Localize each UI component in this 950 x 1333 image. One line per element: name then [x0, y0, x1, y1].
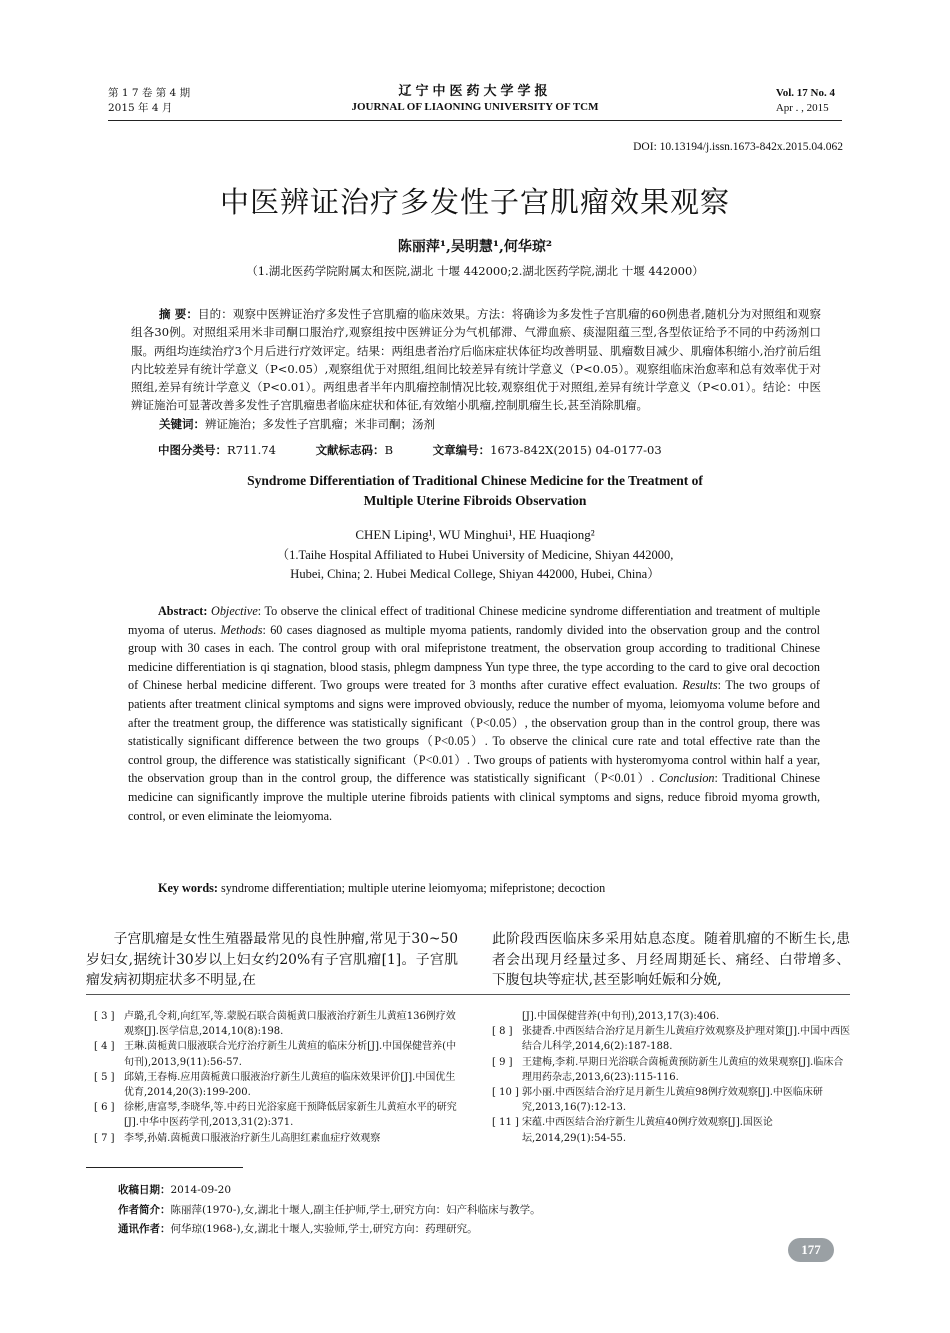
reference-item — [94, 1070, 464, 1100]
reference-num: [ 6 ] — [94, 1102, 115, 1114]
header-journal — [300, 84, 650, 115]
footnote-rule — [86, 1167, 243, 1168]
authors: 陈丽萍¹,吴明慧¹,何华琼² — [397, 239, 553, 255]
reference-item — [492, 1009, 852, 1024]
article-no-label: 文章编号： — [432, 443, 491, 457]
abstract-en — [128, 602, 820, 825]
header-volume-issue: 第 1 7 卷 第 4 期 — [108, 87, 191, 99]
footnote — [118, 1181, 541, 1240]
conclusion-text: : Traditional Chinese medicine can significantly improve the multiple uterine fibroids patients with clinical symptoms and signs, reduce fibroid myoma growth, control, or even eliminate the leiomyoma. — [128, 771, 821, 823]
reference-text: 卢璐,孔令莉,向红军,等.蒙脱石联合茵栀黄口服液治疗新生儿黄疸136例疗效观察[J].医学信息,2014,10(8):198. — [124, 1011, 456, 1038]
english-affil-line1: （1.Taihe Hospital Affiliated to Hubei University of Medicine, Shiyan 442000, — [276, 548, 674, 562]
doc-code-value: B — [384, 443, 394, 457]
reference-item — [94, 1039, 464, 1069]
reference-num: [ 10 ] — [492, 1087, 519, 1099]
objective-label: Objective — [211, 604, 258, 618]
reference-text: 邱婧,王春梅.应用茵栀黄口服液治疗新生儿黄疸的临床效果评价[J].中国优生优育,2014,20(3):199-200. — [124, 1071, 456, 1099]
english-title-text: Syndrome Differentiation of Traditional Chinese Medicine for the Treatment of Multiple Uterine Fibroids Observation — [247, 473, 703, 508]
corresponding-author: 何华琼(1968-),女,湖北十堰人,实验师,学士,研究方向：药理研究。 — [170, 1223, 478, 1235]
reference-item — [492, 1115, 852, 1145]
header-date: 2015 年 4 月 — [108, 102, 173, 114]
english-title — [0, 471, 950, 511]
methods-label: Methods — [220, 622, 263, 637]
reference-text: 宋蕴.中西医结合治疗新生儿黄疸40例疗效观察[J].国医论坛,2014,29(1):54-55. — [522, 1117, 773, 1144]
references-left — [94, 1009, 464, 1146]
page-number: 177 — [788, 1238, 834, 1262]
english-affiliations — [0, 546, 950, 584]
reference-num: [ 9 ] — [492, 1056, 513, 1068]
reference-text: 王琳.茵栀黄口服液联合光疗治疗新生儿黄疸的临床分析[J].中国保健营养(中旬刊),2013,9(11):56-57. — [124, 1041, 457, 1068]
journal-name-cn: 辽宁中医药大学学报 — [398, 84, 552, 99]
corresponding-line — [118, 1220, 541, 1240]
header-month: Apr . , 2015 — [775, 102, 829, 114]
abstract-cn — [131, 305, 821, 433]
header-vol — [776, 86, 835, 116]
reference-num: [ 7 ] — [94, 1132, 115, 1144]
keywords-en — [158, 881, 605, 896]
reference-num: [ 8 ] — [492, 1026, 513, 1038]
article-title: 中医辨证治疗多发性子宫肌瘤效果观察 — [219, 185, 730, 219]
reference-item — [492, 1055, 852, 1085]
reference-text: 王建梅,李莉.早期日光浴联合茵栀黄预防新生儿黄疸的效果观察[J].临床合理用药杂志,2013,6(23):115-116. — [522, 1056, 844, 1083]
author-bio-line — [118, 1201, 541, 1221]
received-date: 2014-09-20 — [170, 1184, 232, 1196]
reference-num: [ 11 ] — [492, 1117, 519, 1129]
conclusion-label: Conclusion — [659, 771, 715, 786]
author-bio-label: 作者简介： — [118, 1203, 171, 1216]
doi: DOI: 10.13194/j.issn.1673-842x.2015.04.062 — [633, 141, 843, 153]
references-rule — [86, 994, 850, 995]
reference-text: 张捷香.中西医结合治疗足月新生儿黄疸疗效观察及护理对策[J].中国中西医结合儿科学,2014,6(2):187-188. — [522, 1026, 851, 1053]
keywords-en-text: syndrome differentiation; multiple uterine leiomyoma; mifepristone; decoction — [220, 881, 606, 895]
results-label: Results — [682, 678, 718, 693]
reference-text: 徐彬,唐富琴,李晓华,等.中药日光浴家庭干预降低居家新生儿黄疸水平的研究[J].中华中医药学刊,2013,31(2):371. — [124, 1102, 457, 1129]
keywords-cn: 辨证施治；多发性子宫肌瘤；米非司酮；汤剂 — [205, 416, 435, 431]
results-text: : The two groups of patients after treatment clinical symptoms and signs were improved obviously, reduce the number of myoma, leiomyoma volume before and after the treatment group, the difference was statistically significant（P<0.05）, the observation group than in the control group, there was statistically significant difference between the two groups（P<0.05）. To observe the clinical cure rate and total effective rate than the control group, the difference was statistically significant（P<0.01）. Two groups of patients with hysteromyoma control within half a year, the observation group than in the control group, the difference was statistically significant（P<0.01）. — [128, 678, 820, 786]
abstract-en-label: Abstract: — [158, 604, 208, 618]
classification-row — [158, 442, 698, 458]
abstract-cn-label: 摘 要： — [159, 307, 199, 321]
received-label: 收稿日期： — [118, 1184, 171, 1196]
author-bio: 陈丽萍(1970-),女,湖北十堰人,副主任护师,学士,研究方向：妇产科临床与教学。 — [170, 1203, 541, 1216]
header-vol-no: Vol. 17 No. 4 — [775, 87, 835, 99]
keywords-en-label: Key words: — [158, 881, 218, 895]
english-authors: CHEN Liping¹, WU Minghui¹, HE Huaqiong² — [355, 527, 595, 542]
journal-name-en: JOURNAL OF LIAONING UNIVERSITY OF TCM — [351, 101, 599, 113]
corresponding-label: 通讯作者： — [118, 1223, 171, 1235]
reference-num: [ 5 ] — [94, 1071, 115, 1083]
reference-item — [492, 1024, 852, 1054]
body-column-2: 此阶段西医临床多采用姑息态度。随着肌瘤的不断生长,患者会出现月经量过多、月经周期延长、痛经、白带增多、下腹包块等症状,甚至影响妊娠和分娩, — [492, 931, 850, 988]
reference-text: 郭小丽.中西医结合治疗足月新生儿黄疸98例疗效观察[J].中医临床研究,2013,16(7):12-13. — [522, 1087, 823, 1114]
clc-label: 中图分类号： — [158, 443, 227, 457]
reference-text: 李琴,孙婧.茵栀黄口服液治疗新生儿高胆红素血症疗效观察 — [124, 1132, 381, 1144]
reference-text: [J].中国保健营养(中旬刊),2013,17(3):406. — [522, 1011, 720, 1022]
objective-text: : To observe the clinical effect of traditional Chinese medicine syndrome differentiation and treatment of multiple myoma of uterus. — [128, 604, 820, 637]
reference-num: [ 3 ] — [94, 1011, 115, 1022]
reference-item — [94, 1131, 464, 1146]
article-no-value: 1673-842X(2015) 04-0177-03 — [490, 443, 662, 457]
reference-item — [492, 1085, 852, 1115]
methods-text: : 60 cases diagnosed as multiple myoma patients, randomly divided into the observation group and the control group with 30 cases in each. The control group with oral mifepristone treatment, the observation group according to traditional Chinese medicine differentiation is qi stagnation, blood stasis, phlegm dampness Yun type three, the type according to the card to give oral decoction of Chinese herbal medicine different. Two groups were treated for 3 months after curative effect evaluation. — [128, 622, 821, 693]
abstract-cn-text: 目的：观察中医辨证治疗多发性子宫肌瘤的临床效果。方法：将确诊为多发性子宫肌瘤的60例患者,随机分为对照组和观察组各30例。对照组采用米非司酮口服治疗,观察组按中医辨证分为气机郁滞、气滞血瘀、痰湿阻蕴三型,各型依证给予不同的中药汤剂口服。两组均连续治疗3个月后进行疗效评定。结果：两组患者治疗后临床症状体征均改善明显、肌瘤数目减少、肌瘤体积缩小,治疗前后组内比较差异有统计学意义（P<0.05）,观察组优于对照组,组间比较差异有统计学意义（P<0.05）。观察组临床治愈率和总有效率优于对照组,差异有统计学意义（P<0.01）。两组患者半年内肌瘤控制情况比较,观察组优于对照组,差异有统计学意义（P<0.01）。结论：中医辨证施治可显著改善多发性子宫肌瘤患者临床症状和体征,有效缩小肌瘤,控制肌瘤生长,甚至消除肌瘤。 — [131, 307, 821, 413]
keywords-cn-label: 关键词： — [159, 416, 205, 431]
doc-code-label: 文献标志码： — [315, 443, 385, 457]
reference-item — [94, 1009, 464, 1039]
affiliations: （1.湖北医药学院附属太和医院,湖北 十堰 442000;2.湖北医药学院,湖北 十堰 442000） — [246, 264, 704, 278]
reference-num: [ 4 ] — [94, 1041, 115, 1053]
received-line — [118, 1181, 541, 1201]
english-affil-line2: Hubei, China; 2. Hubei Medical College, Shiyan 442000, Hubei, China） — [290, 567, 660, 581]
header-issue — [108, 86, 190, 116]
body-column-1: 子宫肌瘤是女性生殖器最常见的良性肿瘤,常见于30~50岁妇女,据统计30岁以上妇女约20%有子宫肌瘤[1]。子宫肌瘤发病初期症状多不明显,在 — [86, 931, 458, 988]
references-right — [492, 1009, 852, 1146]
clc-value: R711.74 — [227, 443, 276, 457]
reference-item — [94, 1100, 464, 1130]
reference-num — [492, 1009, 522, 1024]
header-rule — [108, 120, 842, 121]
